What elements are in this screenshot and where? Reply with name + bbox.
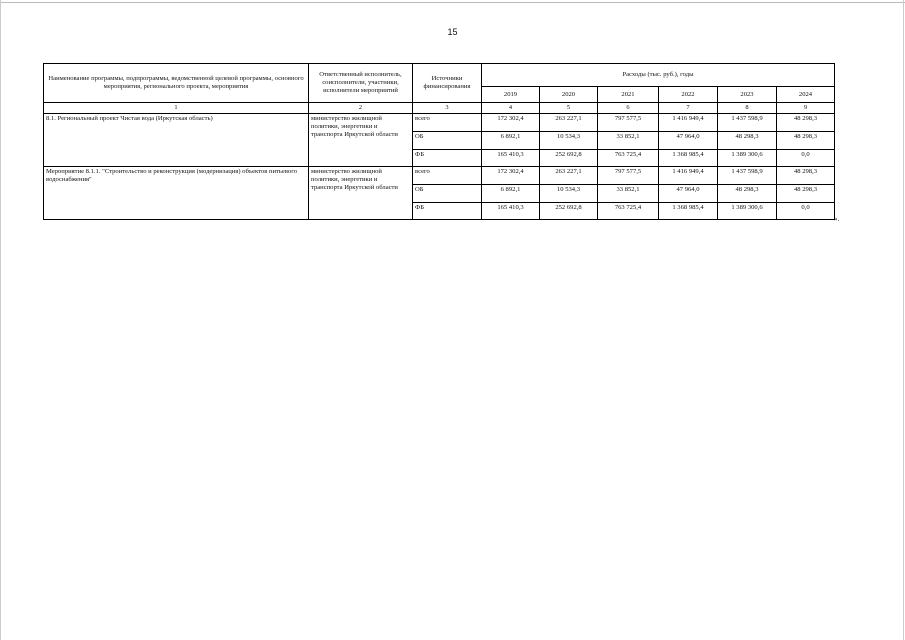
value-cell: 1 416 949,4	[659, 113, 718, 131]
value-cell: 1 368 985,4	[659, 202, 718, 219]
value-cell: 172 302,4	[482, 113, 540, 131]
value-cell: 165 410,3	[482, 149, 540, 166]
executor-cell: министерство жилищной политики, энергетики и транспорта Иркутской области	[309, 166, 413, 219]
funding-source-cell: всего	[413, 113, 482, 131]
column-number: 1	[44, 103, 309, 114]
header-program-name: Наименование программы, подпрограммы, ведомственной целевой программы, основного мероприятия, регионального проекта, мероприятия	[44, 64, 309, 103]
program-name-cell: Мероприятие 8.1.1. "Строительство и реконструкция (модернизация) объектов питьевого водоснабжения"	[44, 166, 309, 219]
value-cell: 263 227,1	[540, 166, 598, 184]
funding-source-cell: ФБ	[413, 149, 482, 166]
closing-quote-mark: ».	[834, 215, 840, 223]
column-number: 8	[718, 103, 777, 114]
column-number: 9	[777, 103, 835, 114]
column-number: 7	[659, 103, 718, 114]
value-cell: 10 534,3	[540, 184, 598, 202]
funding-source-cell: ФБ	[413, 202, 482, 219]
funding-source-cell: ОБ	[413, 131, 482, 149]
top-border-line	[0, 2, 905, 3]
value-cell: 10 534,3	[540, 131, 598, 149]
value-cell: 1 416 949,4	[659, 166, 718, 184]
value-cell: 1 437 598,9	[718, 166, 777, 184]
column-number: 3	[413, 103, 482, 114]
value-cell: 33 852,1	[598, 131, 659, 149]
column-number: 5	[540, 103, 598, 114]
column-number: 6	[598, 103, 659, 114]
value-cell: 48 298,3	[777, 131, 835, 149]
value-cell: 1 437 598,9	[718, 113, 777, 131]
right-edge-line	[903, 0, 904, 640]
value-cell: 1 389 300,6	[718, 202, 777, 219]
value-cell: 48 298,3	[777, 166, 835, 184]
value-cell: 6 892,1	[482, 184, 540, 202]
value-cell: 48 298,3	[718, 184, 777, 202]
value-cell: 47 964,0	[659, 184, 718, 202]
value-cell: 763 725,4	[598, 202, 659, 219]
value-cell: 252 692,8	[540, 202, 598, 219]
funding-source-cell: ОБ	[413, 184, 482, 202]
value-cell: 1 368 985,4	[659, 149, 718, 166]
page-number: 15	[447, 27, 458, 37]
table-row	[44, 113, 835, 131]
value-cell: 48 298,3	[777, 184, 835, 202]
value-cell: 165 410,3	[482, 202, 540, 219]
value-cell: 33 852,1	[598, 184, 659, 202]
value-cell: 797 577,5	[598, 113, 659, 131]
header-year: 2024	[777, 87, 835, 103]
column-number-row	[44, 103, 835, 114]
expenses-table	[43, 63, 835, 220]
value-cell: 252 692,8	[540, 149, 598, 166]
value-cell: 797 577,5	[598, 166, 659, 184]
value-cell: 0,0	[777, 149, 835, 166]
header-year: 2020	[540, 87, 598, 103]
value-cell: 1 389 300,6	[718, 149, 777, 166]
value-cell: 172 302,4	[482, 166, 540, 184]
header-year: 2021	[598, 87, 659, 103]
table-row	[44, 166, 835, 184]
left-edge-line	[0, 0, 1, 640]
funding-source-cell: всего	[413, 166, 482, 184]
program-name-cell: 8.1. Региональный проект Чистая вода (Иркутская область)	[44, 113, 309, 166]
value-cell: 0,0	[777, 202, 835, 219]
header-funding-sources: Источники финансирования	[413, 64, 482, 103]
column-number: 4	[482, 103, 540, 114]
header-year: 2022	[659, 87, 718, 103]
value-cell: 48 298,3	[777, 113, 835, 131]
value-cell: 763 725,4	[598, 149, 659, 166]
header-year: 2023	[718, 87, 777, 103]
value-cell: 47 964,0	[659, 131, 718, 149]
header-executor: Ответственный исполнитель, соисполнители, участники, исполнители мероприятий	[309, 64, 413, 103]
executor-cell: министерство жилищной политики, энергетики и транспорта Иркутской области	[309, 113, 413, 166]
value-cell: 48 298,3	[718, 131, 777, 149]
column-number: 2	[309, 103, 413, 114]
header-expenses: Расходы (тыс. руб.), годы	[482, 64, 835, 87]
value-cell: 6 892,1	[482, 131, 540, 149]
header-year: 2019	[482, 87, 540, 103]
value-cell: 263 227,1	[540, 113, 598, 131]
